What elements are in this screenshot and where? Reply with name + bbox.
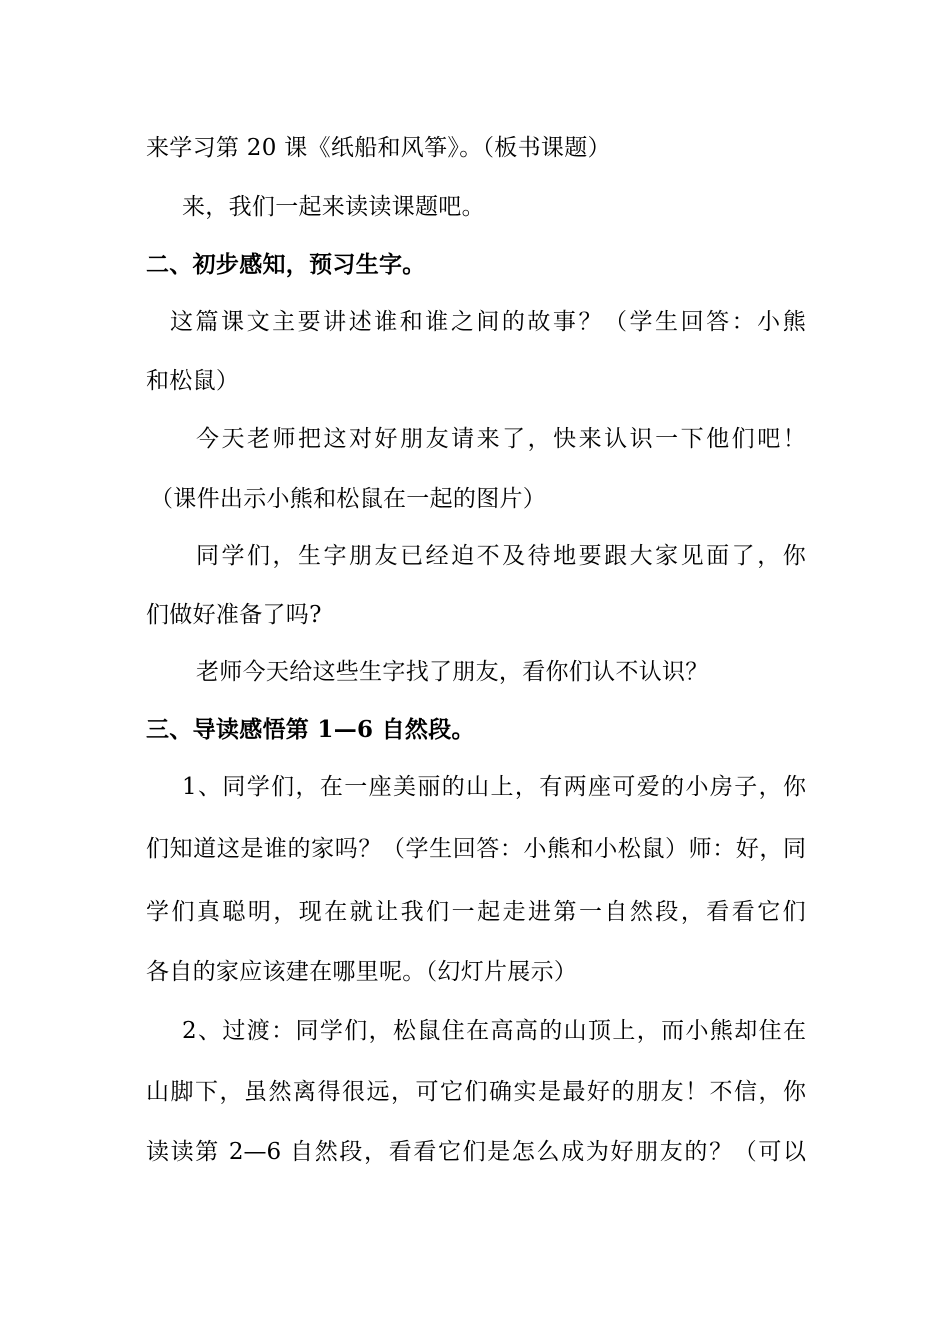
- text-line: 来，我们一起来读读课题吧。: [182, 194, 485, 220]
- text-line: 学们真聪明，现在就让我们一起走进第一自然段，看看它们: [146, 899, 806, 925]
- text-line: 们知道这是谁的家吗？（学生回答：小熊和小松鼠）师：好，同: [146, 836, 806, 862]
- text-line: 各自的家应该建在哪里呢。（幻灯片展示）: [146, 959, 578, 985]
- text-line: 读读第 2—6 自然段，看看它们是怎么成为好朋友的？（可以: [146, 1139, 806, 1165]
- text-line: 老师今天给这些生字找了朋友，看你们认不认识？: [196, 659, 709, 685]
- text-line: 2、过渡：同学们，松鼠住在高高的山顶上，而小熊却住在: [182, 1018, 806, 1044]
- text-line: （课件出示小熊和松鼠在一起的图片）: [150, 486, 547, 512]
- text-line: 这篇课文主要讲述谁和谁之间的故事？（学生回答：小熊: [170, 309, 806, 335]
- text-line: 山脚下，虽然离得很远，可它们确实是最好的朋友！不信，你: [146, 1079, 806, 1105]
- section-heading: 二、初步感知，预习生字。: [146, 251, 426, 278]
- text-line: 们做好准备了吗?: [146, 602, 322, 628]
- text-line: 1、同学们，在一座美丽的山上，有两座可爱的小房子，你: [182, 774, 806, 800]
- text-line: 同学们，生字朋友已经迫不及待地要跟大家见面了，你: [196, 543, 806, 569]
- text-line: 来学习第 20 课《纸船和风筝》。（板书课题）: [146, 135, 611, 161]
- section-heading: 三、导读感悟第 1—6 自然段。: [146, 716, 475, 743]
- text-line: 和松鼠）: [146, 368, 240, 394]
- text-line: 今天老师把这对好朋友请来了，快来认识一下他们吧！: [196, 426, 806, 452]
